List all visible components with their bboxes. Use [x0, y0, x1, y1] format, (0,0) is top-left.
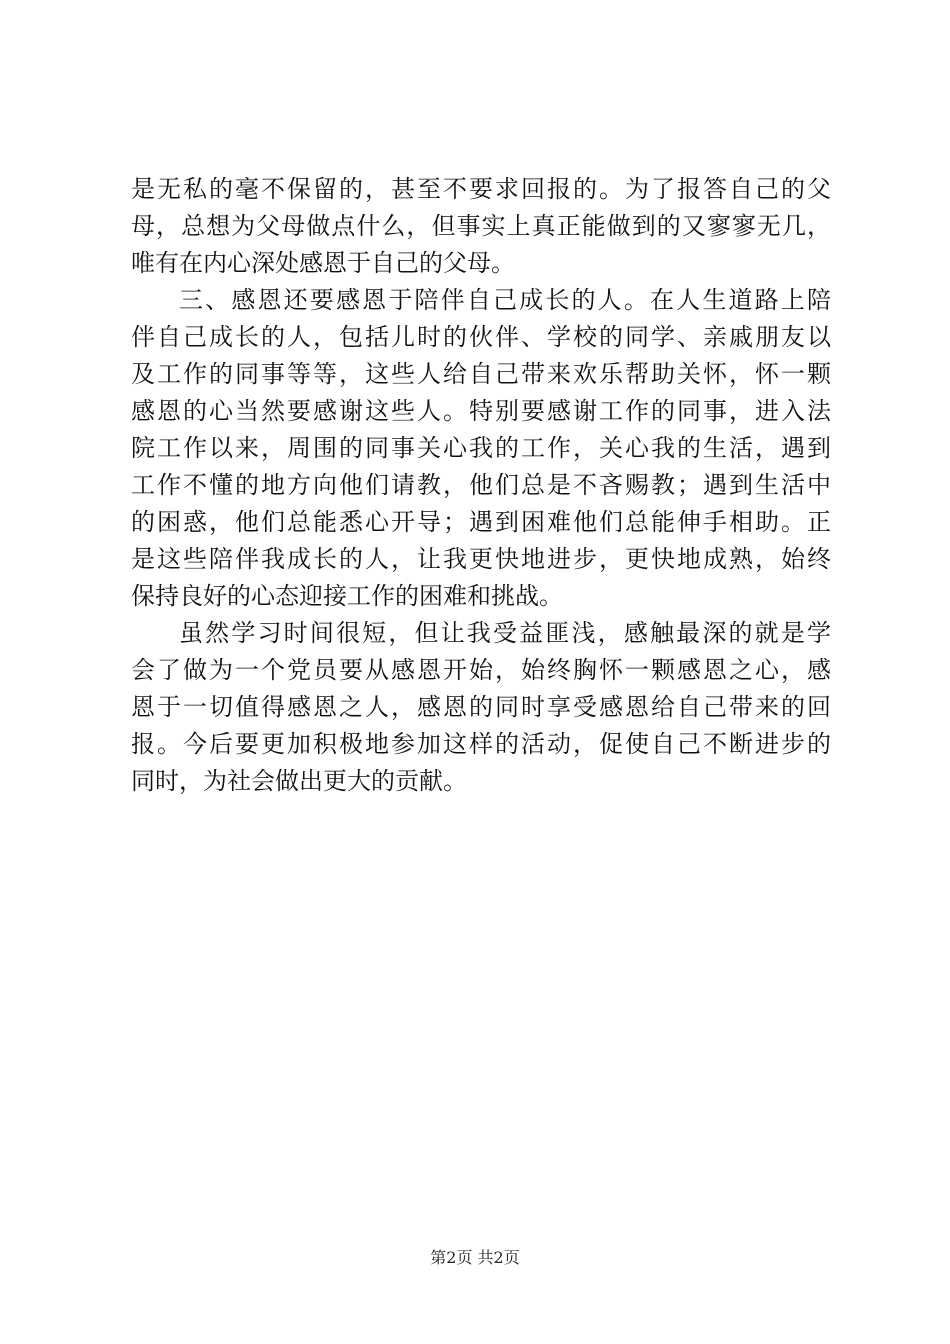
text-line: 唯有在内心深处感恩于自己的父母。 — [131, 249, 515, 277]
text-line: 工作不懂的地方向他们请教，他们总是不吝赐教；遇到生活中 — [131, 471, 831, 499]
text-line: 及工作的同事等等，这些人给自己带来欢乐帮助关怀，怀一颗 — [131, 360, 831, 388]
text-line: 伴自己成长的人，包括儿时的伙伴、学校的同学、亲戚朋友以 — [131, 323, 831, 351]
text-line: 报。今后要更加积极地参加这样的活动，促使自己不断进步的 — [131, 730, 831, 758]
text-line: 感恩的心当然要感谢这些人。特别要感谢工作的同事，进入法 — [131, 397, 831, 425]
text-line: 院工作以来，周围的同事关心我的工作，关心我的生活，遇到 — [131, 434, 831, 462]
text-line: 母，总想为父母做点什么，但事实上真正能做到的又寥寥无几， — [131, 212, 831, 240]
text-line: 同时，为社会做出更大的贡献。 — [131, 767, 467, 795]
text-line: 虽然学习时间很短，但让我受益匪浅，感触最深的就是学 — [179, 619, 831, 647]
text-line: 恩于一切值得感恩之人，感恩的同时享受感恩给自己带来的回 — [131, 693, 831, 721]
text-line: 的困惑，他们总能悉心开导；遇到困难他们总能伸手相助。正 — [131, 508, 831, 536]
text-line: 是这些陪伴我成长的人，让我更快地进步，更快地成熟，始终 — [131, 545, 831, 573]
text-line: 是无私的毫不保留的，甚至不要求回报的。为了报答自己的父 — [131, 175, 831, 203]
page-footer: 第2页 共2页 — [430, 1248, 520, 1267]
text-line: 三、感恩还要感恩于陪伴自己成长的人。在人生道路上陪 — [179, 286, 831, 314]
text-line: 保持良好的心态迎接工作的困难和挑战。 — [131, 582, 563, 610]
text-line: 会了做为一个党员要从感恩开始，始终胸怀一颗感恩之心，感 — [131, 656, 831, 684]
body-text — [131, 171, 831, 800]
